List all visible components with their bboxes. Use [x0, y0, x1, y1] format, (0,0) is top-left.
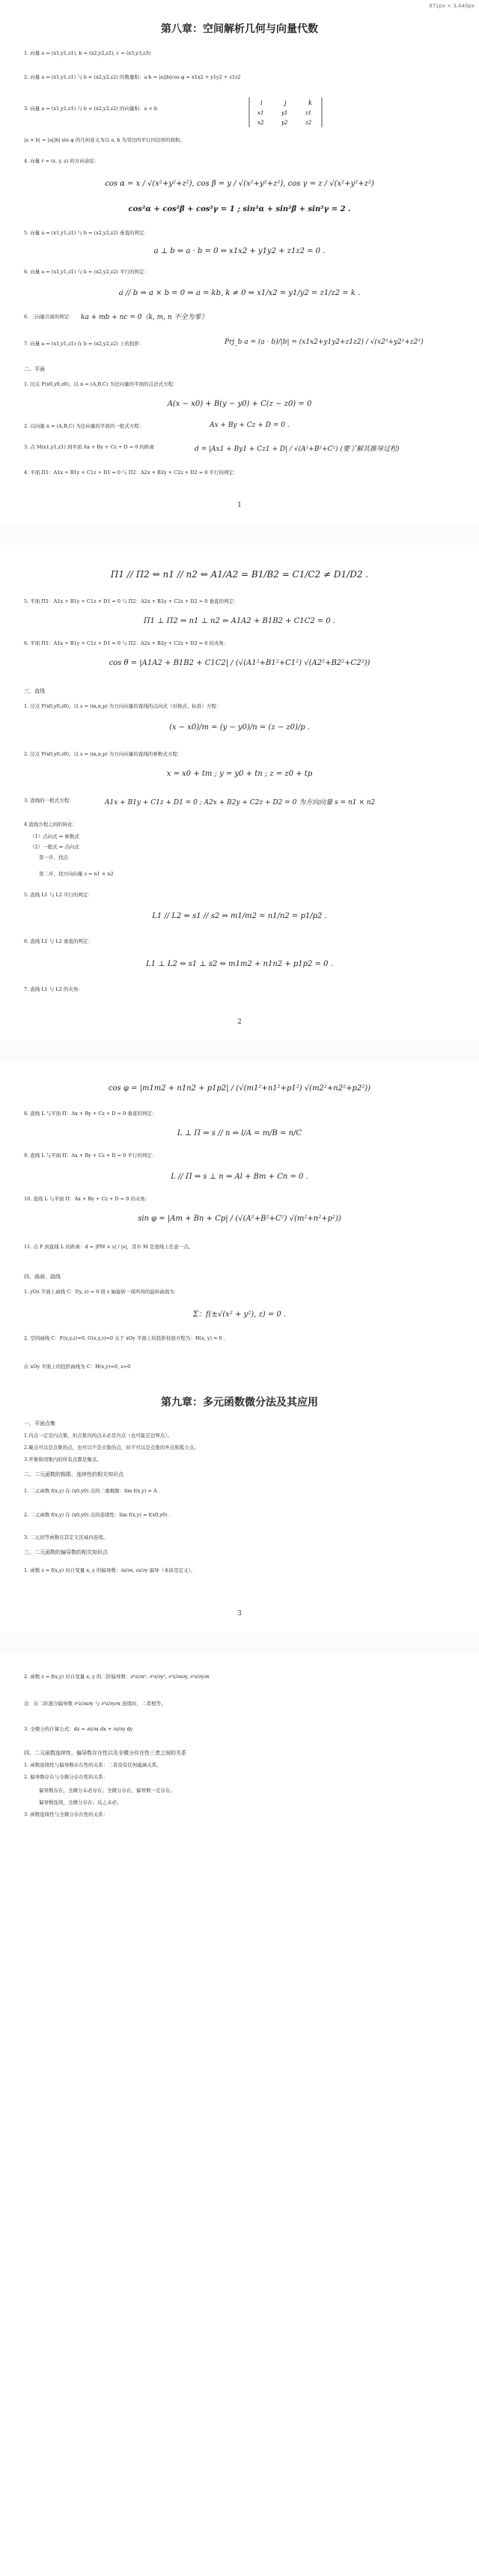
ch9-item-6: 2. 二元函数 f(x,y) 在 (x0,y0) 点的连续性：lim f(x,y) = f(x0,y0) . [24, 1512, 171, 1518]
plane-item-5: 5. 平面 Π1：A1x + B1y + C1z + D1 = 0 与 Π2：A2x + B2y + C2z + D2 = 0 垂直的判定： [24, 598, 239, 604]
ch9-item-17: 偏导数连续，全微分存在；反之未必。 [39, 1799, 122, 1805]
plane-angle-formula: cos θ = |A1A2 + B1B2 + C1C2| / (√(A1²+B1²+C1²) √(A2²+B2²+C2²)) [109, 659, 370, 667]
coplanar-formula: ka + mb + nc = 0（k, m, n 不全为零） [81, 314, 208, 321]
page-break [0, 1041, 479, 1062]
surface-item-3: 在 xOy 平面上的投影曲线为 C：H(x,y)=0, z=0 [24, 1364, 131, 1370]
plane-point-normal-formula: A(x − x0) + B(y − y0) + C(z − z0) = 0 [167, 400, 312, 408]
line-plane-perp-formula: L ⊥ Π ⇔ s // n ⇔ l/A = m/B = n/C [177, 1129, 302, 1137]
line-general-formula: A1x + B1y + C1z + D1 = 0 ; A2x + B2y + C2z + D2 = 0 为方向向量 s = n1 × n2 [105, 799, 376, 806]
plane-item-3: 3. 点 M(x1,y1,z1) 到平面 Ax + By + Cz + D = 0 的距离 [24, 444, 154, 450]
line-plane-item-8: 8. 直线 L 与平面 Π：Ax + By + Cz + D = 0 垂直的判定： [24, 1111, 157, 1117]
page-number-2: 2 [237, 1018, 242, 1026]
ch9-item-15: 2. 偏导数存在与全微分存在性的关系： [24, 1774, 109, 1780]
ch9-item-12: 3. 全微分的计算公式：dz = ∂z/∂x dx + ∂z/∂y dy [24, 1726, 133, 1732]
ch9-item-3: 3.开集和闭集内的所有点都是聚点。 [24, 1456, 102, 1462]
svg-text:k: k [308, 100, 312, 106]
svg-text:y1: y1 [281, 110, 288, 116]
ch9-item-16: 偏导数存在，全微分未必存在；全微分存在，偏导数一定存在。 [39, 1787, 175, 1793]
ch9-item-13: 四、二元函数连续性、偏导数存在性以及全微分存在性三者之间的关系 [24, 1750, 186, 1756]
vector-item-4: 4. 向量 r = (x, y, z) 的方向余弦： [24, 158, 100, 164]
page-break [0, 524, 479, 545]
ch9-item-11: 注：在二阶混合偏导数 ∂²z/∂x∂y 与 ∂²z/∂y∂x 连续时，二者相等。 [24, 1701, 166, 1707]
line-plane-parallel-formula: L // Π ⇔ s ⊥ n ⇔ Al + Bm + Cn = 0 . [171, 1173, 308, 1181]
line-item-6: 6. 直线 L1 与 L2 垂直的判定： [24, 938, 93, 944]
line-symmetric-formula: (x − x0)/m = (y − y0)/n = (z − z0)/p . [168, 723, 311, 732]
line-plane-item-10: 10. 直线 L 与平面 Π：Ax + By + Cz + D = 0 的夹角： [24, 1196, 150, 1202]
ch9-item-5: 1. 二元函数 f(x,y) 在 (x0,y0) 点的二重极限：lim f(x,y) = A . [24, 1488, 160, 1494]
ch9-item-7: 3. 二元初等函数在其定义区域内连续。 [24, 1534, 109, 1540]
ch9-item-10: 2. 函数 z = f(x,y) 对自变量 x, y 的二阶偏导数：∂²z/∂x², ∂²z/∂y², ∂²z/∂x∂y, ∂²z/∂y∂x [24, 1674, 210, 1680]
line-plane-item-9: 9. 直线 L 与平面 Π：Ax + By + Cz + D = 0 平行的判定： [24, 1152, 157, 1158]
parallel-formula: a // b ⇔ a × b = 0 ⇔ a = kb, k ≠ 0 ⇔ x1/x2 = y1/y2 = z1/z2 = k . [118, 289, 361, 297]
vector-item-1: 1. 向量 a = (x1,y1,z1), b = (x2,y2,z2), c = (x3,y3,z3) [24, 50, 151, 56]
cos-sum-formula: cos²α + cos²β + cos²γ = 1 ; sin²α + sin²β + sin²γ = 2 . [128, 205, 351, 213]
ch9-item-14: 1. 函数连续性与偏导数存在性的关系：二者没有任何蕴涵关系。 [24, 1762, 162, 1768]
svg-text:z1: z1 [305, 110, 312, 116]
line-item-1: 1. 过点 P(x0,y0,z0)，以 s = (m,n,p) 为方向向量的直线的点向式（对称式、标准）方程： [24, 703, 222, 709]
line-item-4: 4.直线方程之间的转化： [24, 821, 78, 827]
svg-text:i: i [260, 100, 263, 106]
direction-cosines-formula: cos α = x / √(x²+y²+z²), cos β = y / √(x²+y²+z²), cos γ = z / √(x²+y²+z²) [105, 180, 374, 188]
projection-formula: Prj_b a = (a · b)/|b| = (x1x2+y1y2+z1z2) / √(x2²+y2²+z2²) [225, 338, 424, 346]
line-item-7: 7. 直线 L1 与 L2 的夹角： [24, 986, 83, 992]
surface-item-2: 2. 空间曲线 C：F(x,y,z)=0, G(x,y,z)=0 关于 xOy 平面上的投影柱面方程为：H(x, y) = 0 . [24, 1335, 225, 1341]
line-item-3: 3. 直线的一般式方程： [24, 798, 74, 804]
plane-parallel-formula: Π1 // Π2 ⇔ n1 // n2 ⇔ A1/A2 = B1/B2 = C1/C2 ≠ D1/D2 . [110, 569, 369, 580]
plane-item-2: 2. 以向量 n = (A,B,C) 为法向量的平面的一般式方程： [24, 423, 144, 429]
chapter8-title: 第八章：空间解析几何与向量代数 [161, 23, 318, 35]
vector-item-2: 2. 向量 a = (x1,y1,z1) 与 b = (x2,y2,z2) 的数量积：a·b = |a||b|cos φ = x1x2 + y1y2 + z1z2 [24, 74, 241, 80]
line-angle-formula: cos φ = |m1m2 + n1n2 + p1p2| / (√(m1²+n1²+p1²) √(m2²+n2²+p2²)) [108, 1084, 371, 1093]
line-step-2: 第二步，找方向向量 s = n1 × n2 [39, 871, 114, 877]
rotation-surface-formula: Σ：f(±√(x² + y²), z) = 0 . [192, 1310, 287, 1319]
svg-text:j: j [284, 100, 287, 106]
vector-item-5: 5. 向量 a = (x1,y1,z1) 与 b = (x2,y2,z2) 垂直的判定： [24, 230, 149, 236]
line-item-5: 5. 直线 L1 与 L2 平行的判定： [24, 892, 93, 898]
ch9-item-8: 三、二元函数的偏导数的相关知识点 [24, 1549, 108, 1555]
perp-formula: a ⊥ b ⇔ a · b = 0 ⇔ x1x2 + y1y2 + z1z2 = 0 . [153, 247, 326, 255]
ch9-item-1: 1.内点一定是内点集，但点集内的点未必是内点（也可能是边界点）。 [24, 1433, 172, 1439]
plane-general-formula: Ax + By + Cz + D = 0 . [210, 422, 290, 429]
ch9-item-2: 2.聚点可以是点集的点，也可以不是点集的点，但不可以是点集的外点和孤立点。 [24, 1445, 199, 1450]
vector-item-8: 7. 向量 a = (x1,y1,z1) 在 b = (x2,y2,z2) 上的投影： [24, 341, 144, 347]
page-number-3: 3 [237, 1610, 242, 1617]
plane-section-title: 二、平面 [24, 366, 45, 372]
vector-item-6: 6. 向量 a = (x1,y1,z1) 与 b = (x2,y2,z2) 平行的判定： [24, 269, 149, 275]
line-item-2: 2. 过点 P(x0,y0,z0)，以 s = (m,n,p) 为方向向量的直线的参数式方程： [24, 751, 183, 757]
page-number-1: 1 [237, 502, 242, 509]
svg-text:z2: z2 [305, 120, 312, 126]
line-plane-angle-formula: sin φ = |Am + Bn + Cp| / (√(A²+B²+C²) √(m²+n²+p²)) [138, 1215, 341, 1223]
ch9-item-4: 二、二元函数的极限、连续性的相关知识点 [24, 1471, 123, 1477]
plane-item-1: 1. 过点 P(x0,y0,z0)，以 n = (A,B,C) 为法向量的平面的点法式方程： [24, 381, 178, 387]
surface-section-title: 四、曲面、曲线 [24, 1274, 61, 1280]
cross-product-determinant [247, 96, 329, 129]
page-break [0, 1632, 479, 1653]
ch9-item-0: 一、平面点集 [24, 1421, 55, 1427]
line-step-1: 第一步，找点 [39, 854, 68, 860]
line-item-4-1: （1）点向式 ⇒ 参数式 [30, 833, 79, 839]
plane-item-6: 6. 平面 Π1：A1x + B1y + C1z + D1 = 0 与 Π2：A2x + B2y + C2z + D2 = 0 的夹角： [24, 640, 229, 646]
svg-text:x2: x2 [257, 120, 264, 126]
ch9-item-18: 3. 函数连续性与全微分存在性的关系： [24, 1811, 109, 1817]
plane-perp-formula: Π1 ⊥ Π2 ⇔ n1 ⊥ n2 ⇔ A1A2 + B1B2 + C1C2 = 0 . [143, 617, 336, 625]
plane-item-4: 4. 平面 Π1：A1x + B1y + C1z + D1 = 0 与 Π2：A2x + B2y + C2z + D2 = 0 平行的判定： [24, 470, 239, 476]
line-perp-formula: L1 ⊥ L2 ⇔ s1 ⊥ s2 ⇔ m1m2 + n1n2 + p1p2 = 0 . [146, 960, 333, 968]
surface-item-1: 1. yOz 平面上曲线 C：f(y, z) = 0 绕 z 轴旋转一周所得的旋转曲面为 [24, 1289, 174, 1295]
vector-item-3: 3. 向量 a = (x1,y1,z1) 与 b = (x2,y2,z2) 的向量积：a × b [24, 106, 158, 112]
line-item-4-2: （2）一般式 ⇒ 点向式 [30, 844, 79, 850]
svg-text:y2: y2 [281, 120, 288, 126]
vector-item-3-meaning: |a × b| = |a||b| sin φ 的几何意义为以 a, b 为邻边的平行四边形的面积。 [24, 137, 186, 143]
ch9-item-9: 1. 函数 z = f(x,y) 对自变量 x, y 的偏导数：∂z/∂x, ∂z/∂y 偏导（本质是定义）。 [24, 1567, 196, 1573]
image-dims-label: 871px × 3,440px [429, 3, 475, 9]
line-section-title: 三、直线 [24, 688, 45, 694]
line-parametric-formula: x = x0 + tm ; y = y0 + tn ; z = z0 + tp [166, 770, 313, 778]
line-plane-item-11: 11. 点 P 到直线 L 的距离：d = |PM × s| / |s|，其中 M 是直线上任意一点。 [24, 1244, 194, 1250]
line-parallel-formula: L1 // L2 ⇔ s1 // s2 ⇔ m1/m2 = n1/n2 = p1/p2 . [152, 912, 327, 920]
chapter9-title: 第九章：多元函数微分法及其应用 [161, 1397, 318, 1409]
vector-item-7: 6. 三向量共面的判定： [24, 314, 74, 320]
plane-distance-formula: d = |Ax1 + By1 + Cz1 + D| / √(A²+B²+C²) (要了解其推导过程) [195, 446, 400, 453]
svg-text:x1: x1 [257, 110, 264, 116]
